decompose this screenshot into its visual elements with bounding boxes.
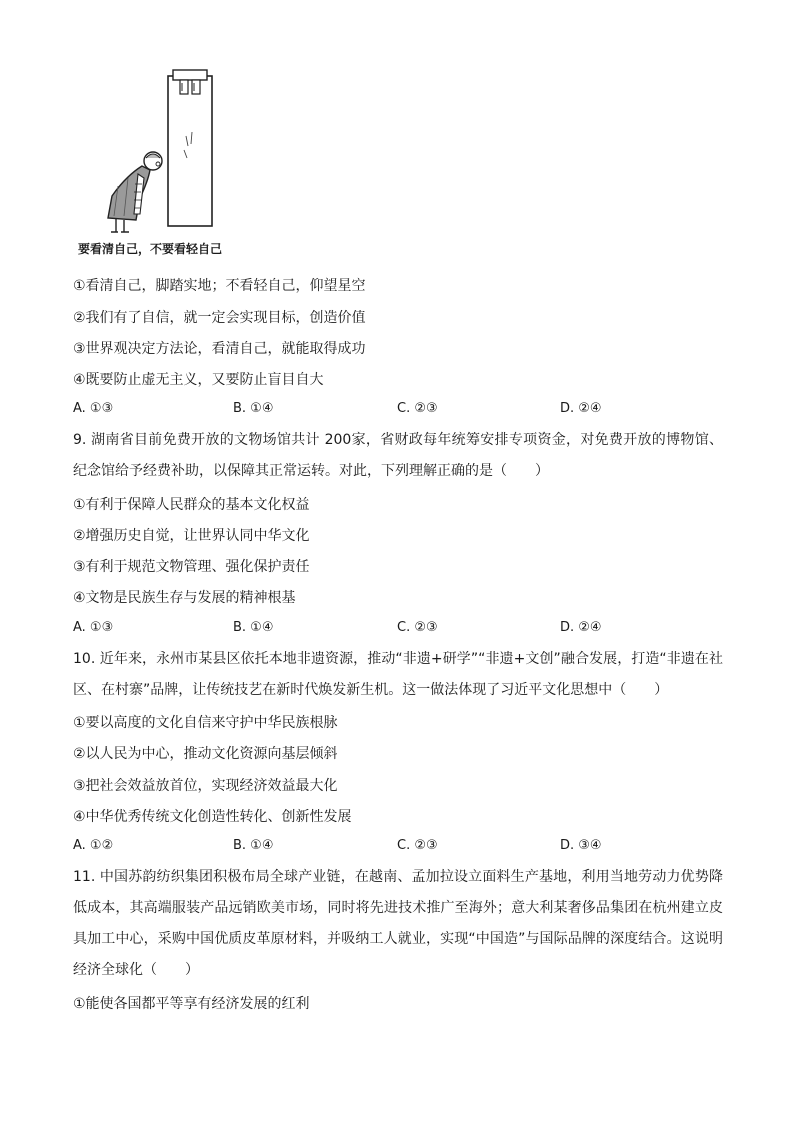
option-a: A. ①③: [73, 401, 114, 416]
option-c: C. ②③: [397, 620, 438, 635]
statement-3: ③世界观决定方法论，看清自己，就能取得成功: [73, 341, 366, 357]
statement-3: ③把社会效益放首位，实现经济效益最大化: [73, 778, 338, 794]
statement-2: ②我们有了自信，就一定会实现目标，创造价值: [73, 310, 366, 326]
statement-1: ①要以高度的文化自信来守护中华民族根脉: [73, 715, 338, 731]
statement-1: ①看清自己，脚踏实地；不看轻自己，仰望星空: [73, 278, 366, 294]
option-a: A. ①③: [73, 620, 114, 635]
option-c: C. ②③: [397, 838, 438, 853]
option-b: B. ①④: [233, 620, 274, 635]
question-10-stem: 10. 近年来，永州市某县区依托本地非遗资源，推动“非遗+研学”“非遗+文创”融合发展，打造“非遗在社区、在村寨”品牌，让传统技艺在新时代焕发新生机。这一做法体现了习近平文化思想中（ ）: [73, 651, 723, 698]
cartoon-caption: 要看清自己，不要看轻自己: [78, 242, 223, 256]
statement-4: ④既要防止虚无主义，又要防止盲目自大: [73, 372, 324, 388]
answer-options: [73, 401, 723, 421]
statement-4: ④中华优秀传统文化创造性转化、创新性发展: [73, 809, 352, 825]
option-c: C. ②③: [397, 401, 438, 416]
statement-1: ①有利于保障人民群众的基本文化权益: [73, 497, 310, 513]
option-b: B. ①④: [233, 838, 274, 853]
option-b: B. ①④: [233, 401, 274, 416]
statement-1: ①能使各国都平等享有经济发展的红利: [73, 996, 310, 1012]
question-9-stem: 9. 湖南省目前免费开放的文物场馆共计 200家，省财政每年统筹安排专项资金，对免费开放的博物馆、纪念馆给予经费补助，以保障其正常运转。对此，下列理解正确的是（ ）: [73, 432, 723, 479]
statement-2: ②以人民为中心，推动文化资源向基层倾斜: [73, 746, 338, 762]
option-d: D. ②④: [560, 401, 602, 416]
option-d: D. ②④: [560, 620, 602, 635]
option-a: A. ①②: [73, 838, 114, 853]
statement-3: ③有利于规范文物管理、强化保护责任: [73, 559, 310, 575]
answer-options: [73, 838, 723, 858]
cartoon-illustration: [78, 66, 248, 236]
answer-options: [73, 620, 723, 640]
question-11-stem: 11. 中国苏韵纺织集团积极布局全球产业链，在越南、孟加拉设立面料生产基地，利用当地劳动力优势降低成本，其高端服装产品远销欧美市场，同时将先进技术推广至海外；意大利某奢侈品集团在杭州建立皮具加工中心，采购中国优质皮革原材料，并吸纳工人就业，实现“中国造”与国际品牌的深度结合。这说明经济全球化（ ）: [73, 869, 723, 978]
statement-4: ④文物是民族生存与发展的精神根基: [73, 590, 296, 606]
option-d: D. ③④: [560, 838, 602, 853]
statement-2: ②增强历史自觉，让世界认同中华文化: [73, 528, 310, 544]
